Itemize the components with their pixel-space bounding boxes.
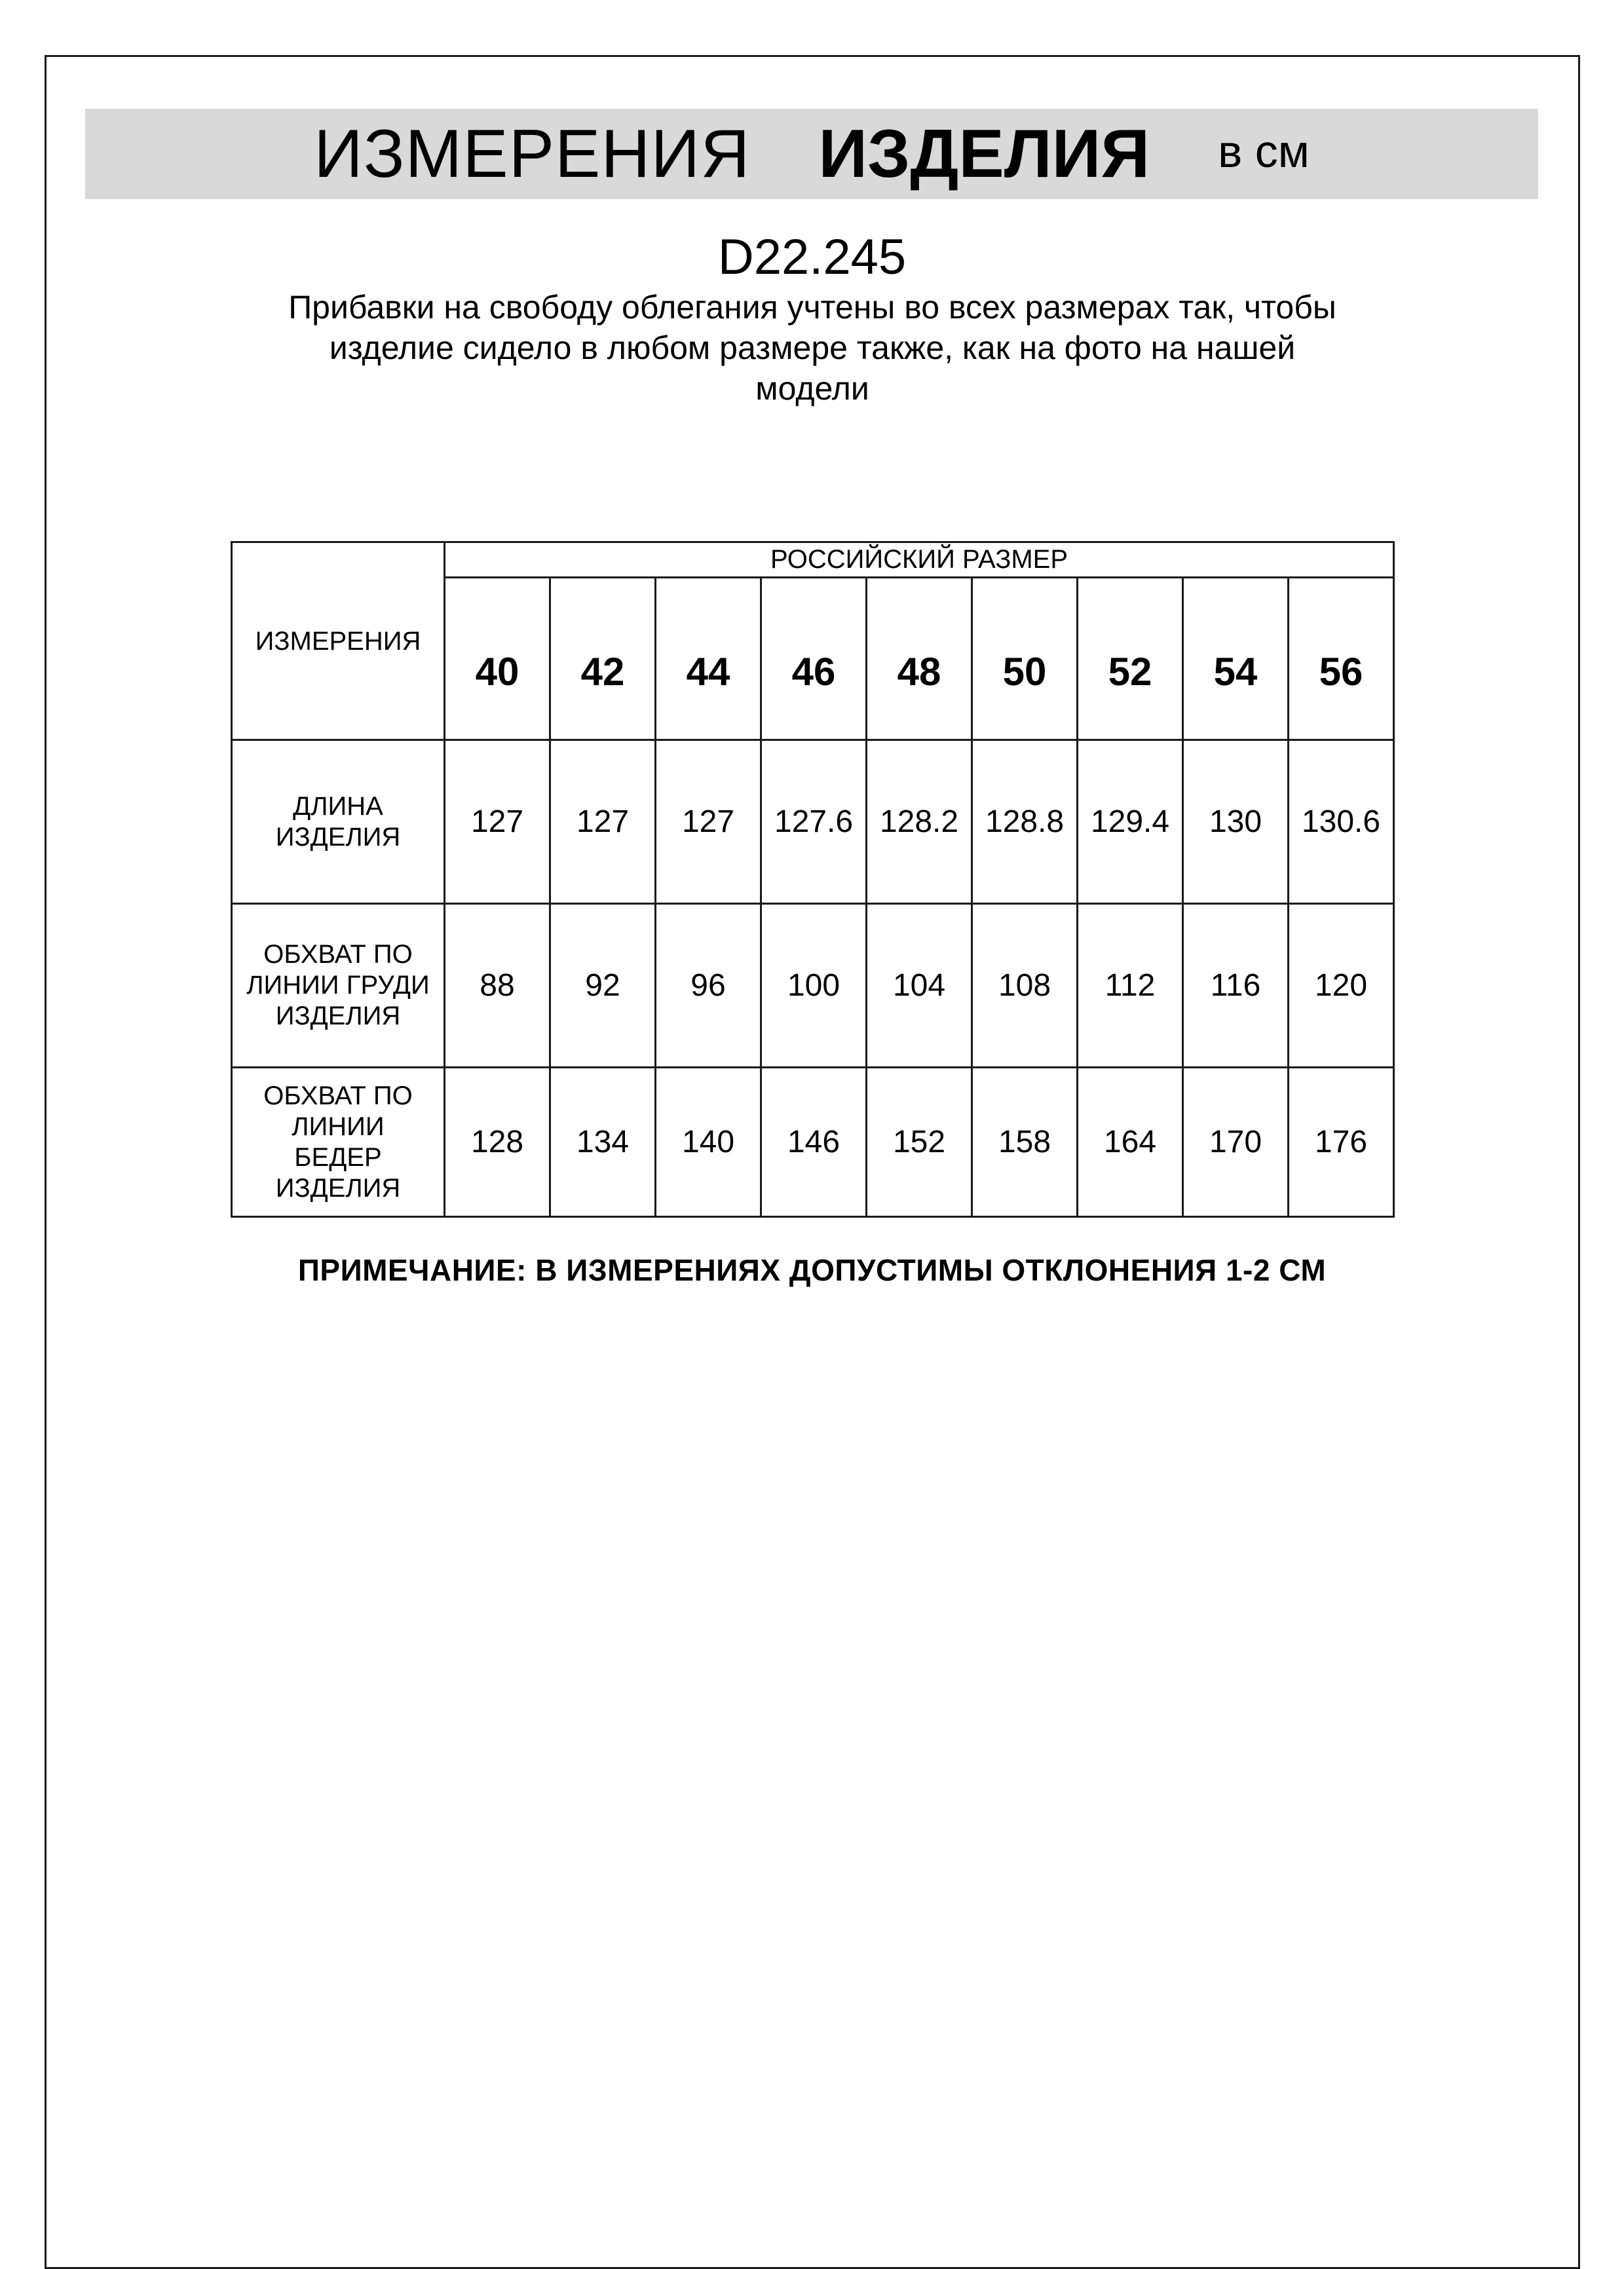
size-header: 52 — [1078, 578, 1183, 740]
size-header: 54 — [1183, 578, 1289, 740]
measurements-header: ИЗМЕРЕНИЯ — [232, 542, 445, 740]
table-cell: 88 — [445, 904, 550, 1068]
table-cell: 170 — [1183, 1068, 1289, 1217]
size-header: 42 — [550, 578, 656, 740]
row-label — [232, 740, 445, 904]
table-cell: 96 — [656, 904, 761, 1068]
table-row-hips — [232, 1068, 1394, 1217]
table-cell: 127.6 — [761, 740, 867, 904]
table-cell: 130 — [1183, 740, 1289, 904]
title-measurements: ИЗМЕРЕНИЯ — [314, 115, 751, 192]
fit-description-line: изделие сидело в любом размере также, как на фото на нашей — [329, 329, 1296, 366]
table-cell: 108 — [972, 904, 1078, 1068]
row-label-line: ЛИНИИ ГРУДИ — [246, 971, 430, 1000]
table-cell: 158 — [972, 1068, 1078, 1217]
fit-description-line: Прибавки на свободу облегания учтены во всех размерах так, чтобы — [288, 289, 1336, 326]
table-cell: 140 — [656, 1068, 761, 1217]
table-cell: 128 — [445, 1068, 550, 1217]
table-cell: 120 — [1289, 904, 1394, 1068]
row-label-line: ДЛИНА — [293, 791, 383, 821]
row-label — [232, 904, 445, 1068]
table-row-length — [232, 740, 1394, 904]
table-cell: 164 — [1078, 1068, 1183, 1217]
table-cell: 127 — [445, 740, 550, 904]
table-cell: 146 — [761, 1068, 867, 1217]
row-label — [232, 1068, 445, 1217]
table-cell: 127 — [656, 740, 761, 904]
table-cell: 128.8 — [972, 740, 1078, 904]
size-header: 56 — [1289, 578, 1394, 740]
table-cell: 104 — [867, 904, 972, 1068]
table-cell: 129.4 — [1078, 740, 1183, 904]
tolerance-note: ПРИМЕЧАНИЕ: В ИЗМЕРЕНИЯХ ДОПУСТИМЫ ОТКЛОНЕНИЯ 1-2 СМ — [297, 1253, 1327, 1287]
row-label-line: ЛИНИИ — [292, 1112, 385, 1141]
row-label-line: ОБХВАТ ПО — [263, 940, 413, 969]
fit-description — [223, 287, 1402, 409]
size-header: 40 — [445, 578, 550, 740]
size-header: 50 — [972, 578, 1078, 740]
row-label-line: ИЗДЕЛИЯ — [275, 1002, 401, 1030]
fit-description-line: модели — [755, 370, 869, 407]
table-cell: 127 — [550, 740, 656, 904]
size-header: 44 — [656, 578, 761, 740]
table-cell: 92 — [550, 904, 656, 1068]
size-header: 46 — [761, 578, 867, 740]
table-cell: 130.6 — [1289, 740, 1394, 904]
model-code: D22.245 — [717, 229, 907, 285]
row-label-line: БЕДЕР — [294, 1142, 382, 1172]
row-label-line: ОБХВАТ ПО — [263, 1081, 413, 1110]
table-cell: 176 — [1289, 1068, 1394, 1217]
size-table — [231, 541, 1395, 1218]
size-header: 48 — [867, 578, 972, 740]
size-group-header: РОССИЙСКИЙ РАЗМЕР — [445, 542, 1394, 578]
table-cell: 134 — [550, 1068, 656, 1217]
title-product: ИЗДЕЛИЯ — [818, 115, 1150, 192]
table-row-chest — [232, 904, 1394, 1068]
title-unit: в см — [1218, 126, 1310, 177]
row-label-line: ИЗДЕЛИЯ — [275, 1173, 401, 1203]
title-bar — [85, 109, 1538, 199]
table-cell: 116 — [1183, 904, 1289, 1068]
table-cell: 152 — [867, 1068, 972, 1217]
row-label-line: ИЗДЕЛИЯ — [275, 822, 401, 852]
table-cell: 100 — [761, 904, 867, 1068]
table-cell: 112 — [1078, 904, 1183, 1068]
table-cell: 128.2 — [867, 740, 972, 904]
